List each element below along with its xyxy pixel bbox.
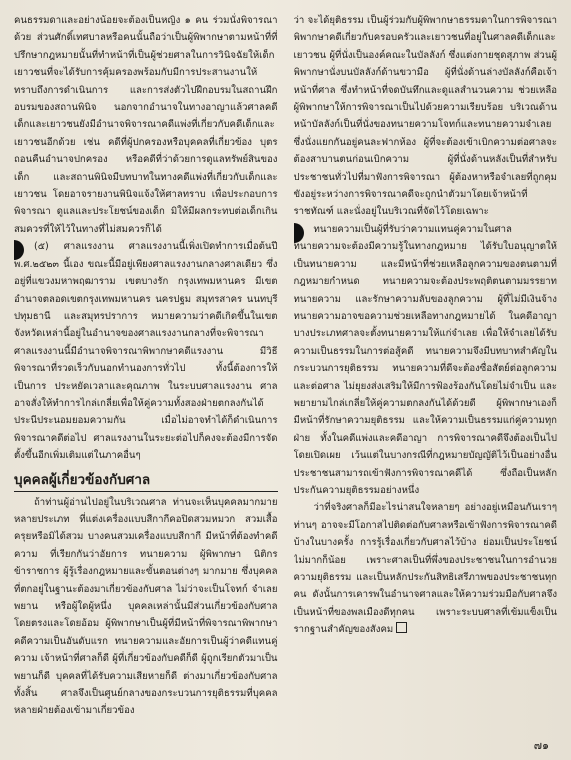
right-paragraph-3 [294, 499, 558, 638]
left-paragraph-1: คนธรรมดาและอย่างน้อยจะต้องเป็นหญิง ๑ คน ร่วมนั่งพิจารณาด้วย ส่วนศักดิ์เทศบาลหรือคนนั้นถือว่าเป็นผู้พิพากษาตามหน้าที่ที่ปรึกษากฎหมายนั้นที่ทำหน้าที่เป็นผู้ช่วยศาลในการวินิจฉัยให้เด็กเยาวชนที่จะได้รับการคุ้มครองพร้อมกับมีการประสานงานให้ทราบถึงการดำเนินการ และการส่งตัวไปฝึกอบรมในสถานฝึกอบรมของสถานพินิจ นอกจากอำนาจในทางอาญาแล้วศาลคดีเด็กและเยาวชนยังมีอำนาจพิจารณาคดีแพ่งที่เกี่ยวกับคดีเด็กและเยาวชนอีกด้วย เช่น คดีที่ผู้ปกครองหรือบุคคลที่เกี่ยวข้อง บุตรถอนคืนอำนาจปกครอง หรือคดีที่ว่าด้วยการดูแลทรัพย์สินของเด็ก และสถานพินิจมีบทบาทในทางคดีแพ่งที่เกี่ยวกับเด็กและเยาวชน โดยอาจรายงานพินิจแจ้งให้ศาลทราบ เพื่อประกอบการพิจารณา ดูแลและประโยชน์ของเด็ก มิให้มีผลกระทบต่อเด็กเกินสมควรที่ให้ไว้ในทางที่ไม่สมควรก็ได้ [14, 15, 278, 235]
end-of-article-icon [396, 622, 407, 633]
page-number: ๗๑ [533, 739, 549, 752]
bullet-icon [294, 223, 304, 243]
two-column-layout [14, 12, 557, 740]
labour-court-text: (๕) ศาลแรงงาน ศาลแรงงานนี้เพิ่งเปิดทำการเมื่อต้นปี พ.ศ.๒๕๒๓ นี้เอง ขณะนี้มีอยู่เพียงศาลแรงงานกลางศาลเดียว ซึ่งอยู่ที่แขวงมหาพฤฒาราม เขตบางรัก กรุงเทพมหานคร มีเขตอำนาจตลอดเขตกรุงเทพมหานคร นครปฐม สมุทรสาคร นนทบุรี ปทุมธานี และสมุทรปราการ หมายความว่าคดีเกิดขึ้นในเขตจังหวัดเหล่านี้อยู่ในอำนาจของศาลแรงงานกลางที่จะพิจารณา ศาลแรงงานนี้มีอำนาจพิจารณาพิพากษาคดีแรงงาน มีวิธีพิจารณาที่รวดเร็วกับนอกทำนองการทั่วไป ทั้งนี้ต้องการให้เป็นการ ประหยัดเวลาและคุณภาพ ในระบบศาลแรงงาน ศาลอาจสั่งให้ทำการไกล่เกลี่ยเพื่อให้คู่ความทั้งสองฝ่ายตกลงกันได้ประนีประนอมยอมความกัน เมื่อไม่อาจทำได้ก็ดำเนินการพิจารณาคดีต่อไป ศาลแรงงานในระยะต่อไปก็คงจะต้องมีการจัดตั้งขึ้นอีกเพิ่มเติมแต่ในภาคอื่นๆ [14, 241, 278, 462]
section-heading: บุคคลผู้เกี่ยวข้องกับศาล [14, 471, 278, 492]
right-column [294, 12, 558, 740]
left-paragraph-2 [14, 238, 278, 464]
left-column [14, 12, 278, 740]
closing-text: ว่าที่จริงศาลก็มีอะไรน่าสนใจหลายๆ อย่างอยู่เหมือนกันเราๆ ท่านๆ อาจจะมีโอกาสไปติดต่อกับศาลหรือเข้าฟังการพิจารณาคดีบ้างในบางครั้ง การรู้เรื่องเกี่ยวกับศาลไว้บ้าง ย่อมเป็นประโยชน์ไม่มากก็น้อย เพราะศาลเป็นที่พึ่งของประชาชนในการอำนวยความยุติธรรม และเป็นหลักประกันสิทธิเสรีภาพของประชาชนทุกคน ดังนั้นการเคารพในอำนาจศาลและให้ความร่วมมือกับศาลจึงเป็นหน้าที่ของพลเมืองดีทุกคน เพราะระบบศาลที่เข้มแข็งเป็นรากฐานสำคัญของสังคม [293, 502, 557, 636]
left-paragraph-3: ถ้าท่านผู้อ่านไปอยู่ในบริเวณศาล ท่านจะเห็นบุคคลมากมายหลายประเภท ที่แต่งเครื่องแบบสีกากีคอปิดสวมหมวก สวมเสื้อครุยหรือมิได้สวม บางคนสวมเครื่องแบบสีกากี มีหน้าที่ต้องทำคดีความ ที่เรียกกันว่าอัยการ ทนายความ ผู้พิพากษา นิติกร ข้าราชการ ผู้รู้เรื่องกฎหมายและขั้นตอนต่างๆ มากมาย ซึ่งบุคคลที่ตกอยู่ในฐานะต้องมาเกี่ยวข้องกับศาล ไม่ว่าจะเป็นโจทก์ จำเลย พยาน หรือผู้ใดผู้หนึ่ง บุคคลเหล่านั้นมีส่วนเกี่ยวข้องกับศาลโดยตรงและโดยอ้อม ผู้พิพากษาเป็นผู้ที่มีหน้าที่พิจารณาพิพากษาคดีความเป็นอันดับแรก ทนายความและอัยการเป็นผู้ว่าคดีแทนคู่ความ เจ้าหน้าที่ศาลก็ดี ผู้ที่เกี่ยวข้องกับคดีก็ดี ผู้ถูกเรียกตัวมาเป็นพยานก็ดี บุคคลที่ได้รับความเสียหายก็ดี ต่างมาเกี่ยวข้องกับศาลทั้งสิ้น ศาลจึงเป็นศูนย์กลางของกระบวนการยุติธรรมที่บุคคลหลายฝ่ายต้องเข้ามาเกี่ยวข้อง [14, 496, 278, 717]
lawyer-text: ทนายความเป็นผู้ที่รับว่าความแทนคู่ความในศาล ทนายความจะต้องมีความรู้ในทางกฎหมาย ได้รับใบอนุญาตให้เป็นทนายความ และมีหน้าที่ช่วยเหลือลูกความของตนตามที่กฎหมายกำหนด ทนายความจะต้องประพฤติตนตามมรรยาททนายความ และรักษาความลับของลูกความ ผู้ที่ไม่มีเงินจ้างทนายความอาจขอความช่วยเหลือทางกฎหมายได้ ในคดีอาญาบางประเภทศาลจะตั้งทนายความให้แก่จำเลย เพื่อให้จำเลยได้รับความเป็นธรรมในการต่อสู้คดี ทนายความจึงมีบทบาทสำคัญในกระบวนการยุติธรรม ทนายความที่ดีจะต้องซื่อสัตย์ต่อลูกความและต่อศาล ไม่ยุยงส่งเสริมให้มีการฟ้องร้องกันโดยไม่จำเป็น และพยายามไกล่เกลี่ยให้คู่ความตกลงกันได้ด้วยดี ผู้พิพากษาเองก็มีหน้าที่รักษาความยุติธรรม และให้ความเป็นธรรมแก่คู่ความทุกฝ่าย ทั้งในคดีแพ่งและคดีอาญา การพิจารณาคดีจึงต้องเป็นไปโดยเปิดเผย เว้นแต่ในบางกรณีที่กฎหมายบัญญัติไว้เป็นอย่างอื่น ประชาชนสามารถเข้าฟังการพิจารณาคดีได้ ซึ่งถือเป็นหลักประกันความยุติธรรมอย่างหนึ่ง [293, 223, 557, 496]
bullet-icon [14, 240, 24, 260]
right-paragraph-2 [294, 221, 558, 500]
right-paragraph-1: ว่า จะได้ยุติธรรม เป็นผู้ร่วมกับผู้พิพากษาธรรมดาในการพิจารณาพิพากษาคดีเกี่ยวกับครอบครัวและเยาวชนที่อยู่ในศาลคดีเด็กและเยาวชน ผู้ที่นั่งเป็นองค์คณะในบัลลังก์ ซึ่งแต่งกายชุดสุภาพ ส่วนผู้พิพากษานั่งบนบัลลังก์ด้านขวามือ ผู้ที่นั่งด้านล่างบัลลังก์คือเจ้าหน้าที่ศาล ซึ่งทำหน้าที่จดบันทึกและดูแลสำนวนความ ช่วยเหลือผู้พิพากษาให้การพิจารณาเป็นไปด้วยความเรียบร้อย บริเวณด้านหน้าบัลลังก์เป็นที่นั่งของทนายความโจทก์และทนายความจำเลย ซึ่งนั่งแยกกันอยู่คนละฟากห้อง ผู้ที่จะต้องเข้าเบิกความต่อศาลจะต้องสาบานตนก่อนเบิกความ ผู้ที่นั่งด้านหลังเป็นที่สำหรับประชาชนทั่วไปที่มาฟังการพิจารณา ผู้ต้องหาหรือจำเลยที่ถูกคุมขังอยู่ระหว่างการพิจารณาคดีจะถูกนำตัวมาโดยเจ้าหน้าที่ราชทัณฑ์ และนั่งอยู่ในบริเวณที่จัดไว้โดยเฉพาะ [293, 15, 557, 218]
